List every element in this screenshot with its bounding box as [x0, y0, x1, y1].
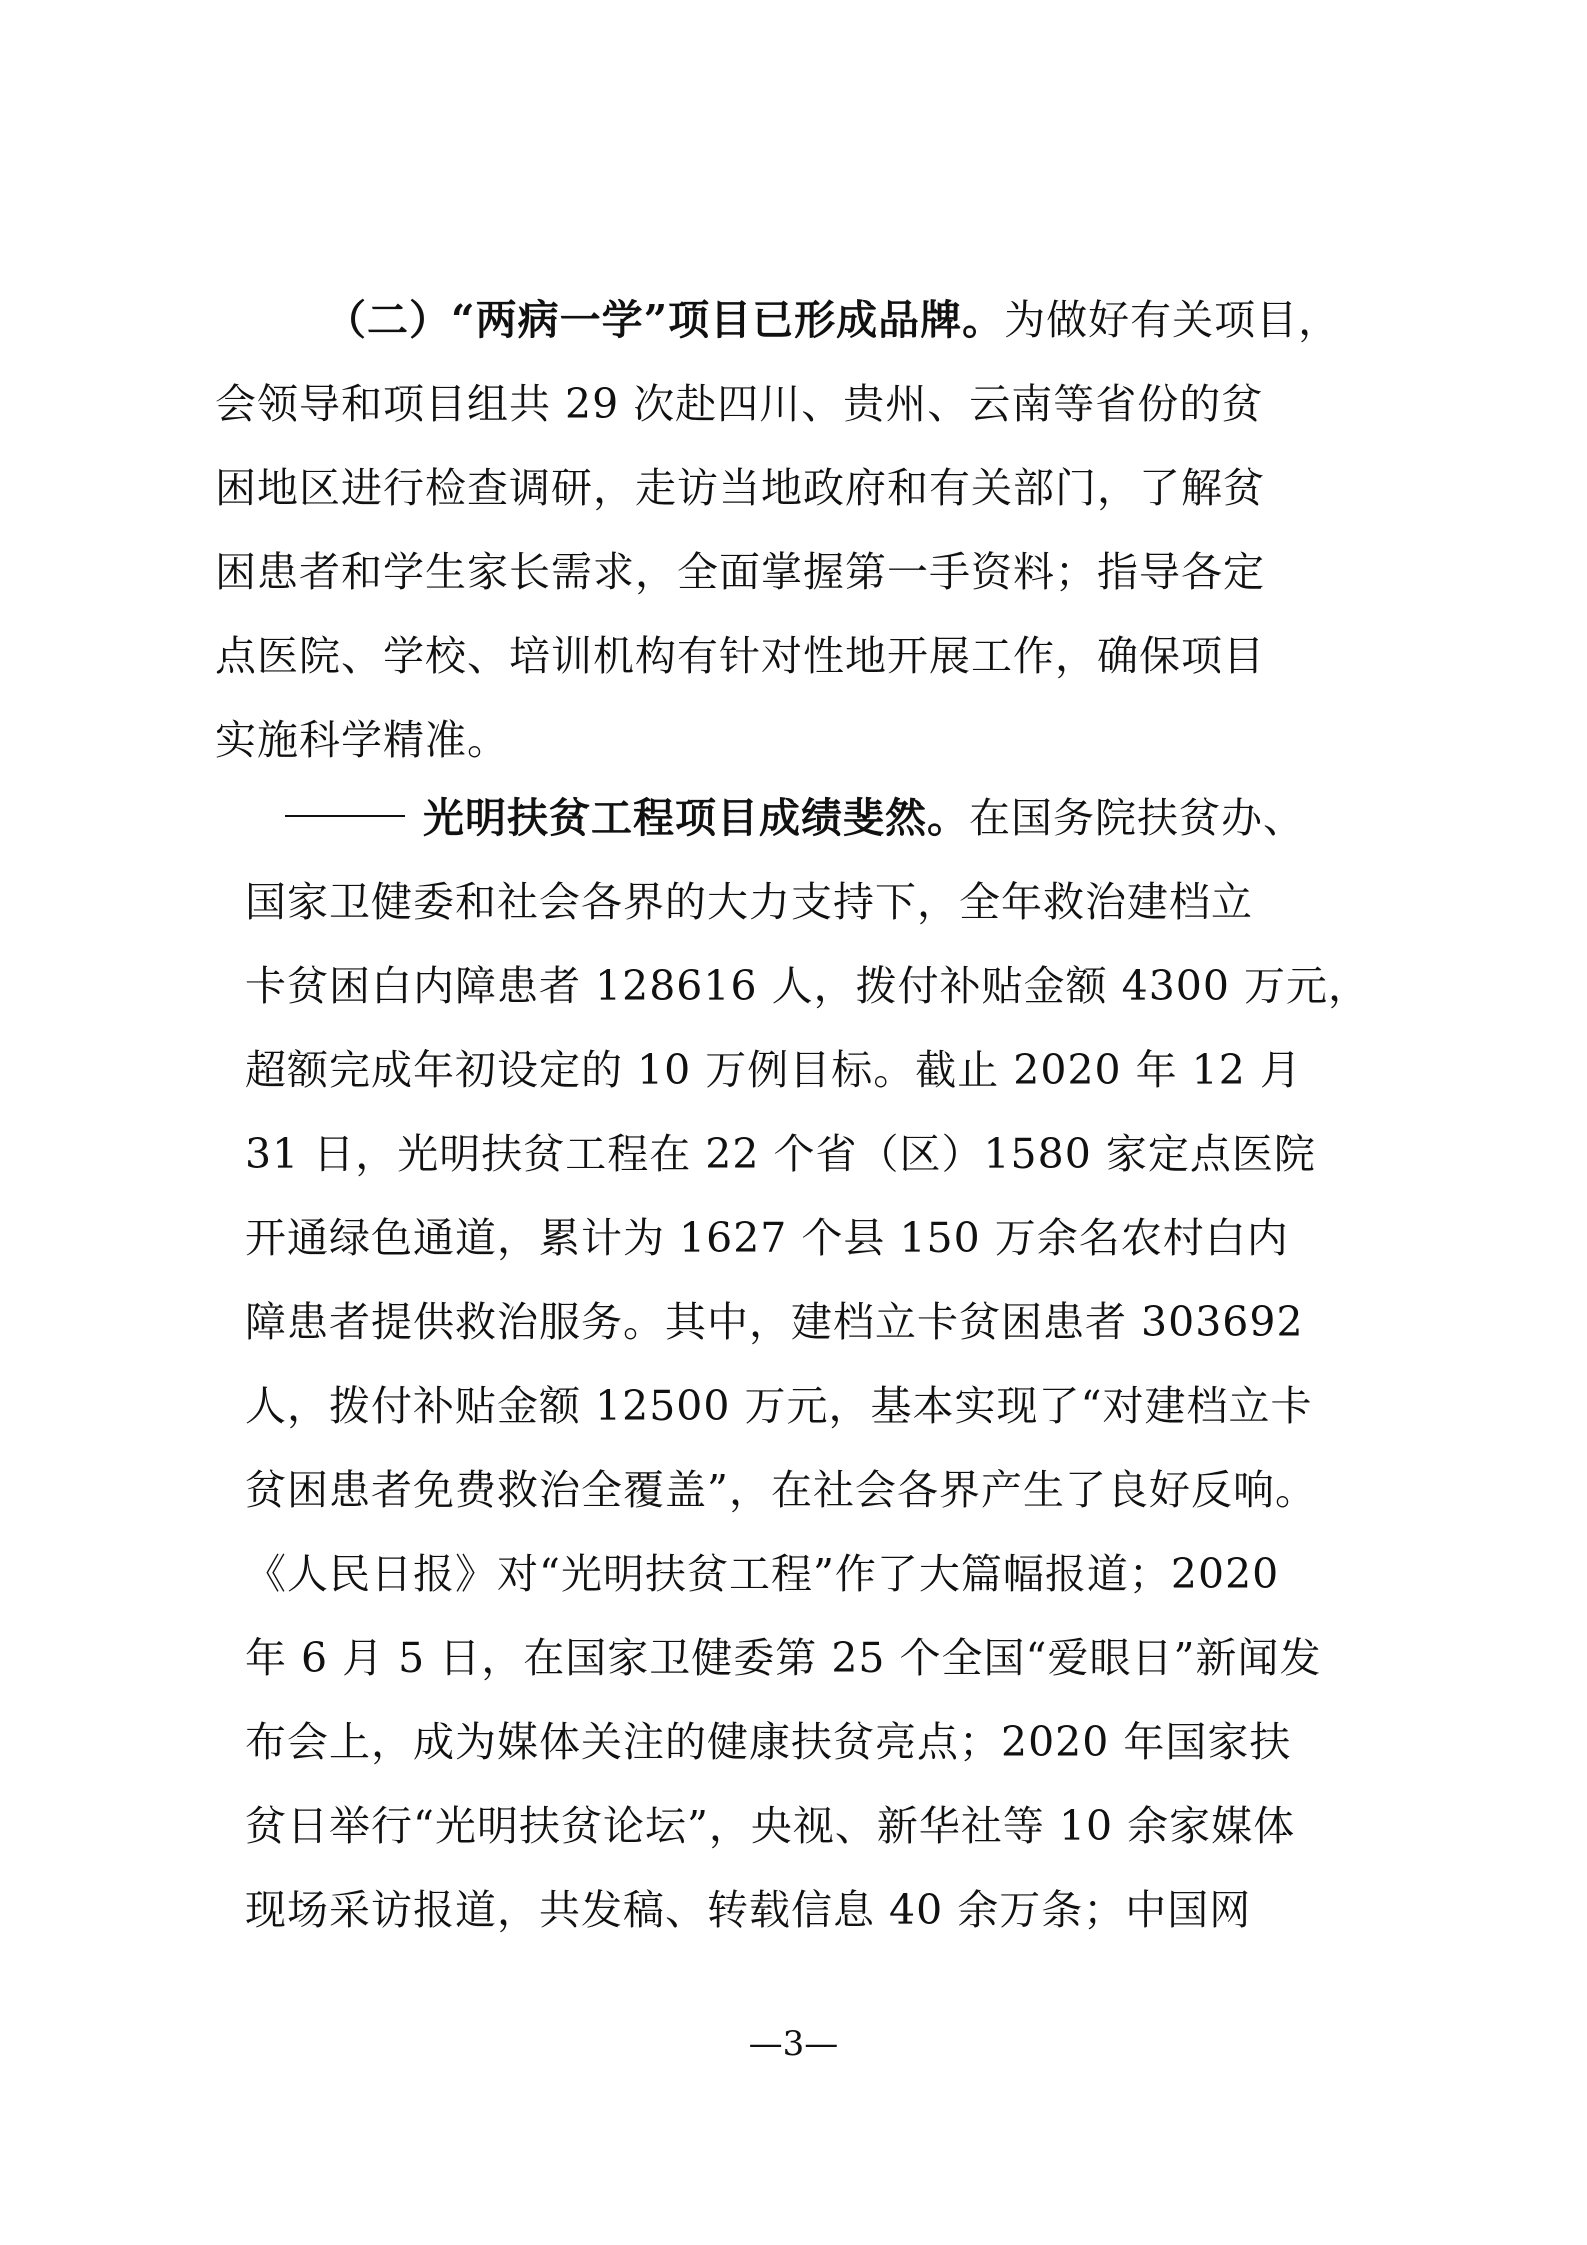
paragraph-line: 布会上，成为媒体关注的健康扶贫亮点；2020 年国家扶 — [245, 1718, 1292, 1766]
paragraph-line: 贫日举行“光明扶贫论坛”，央视、新华社等 10 余家媒体 — [245, 1802, 1296, 1850]
paragraph-line: 现场采访报道，共发稿、转载信息 40 余万条；中国网 — [245, 1886, 1252, 1934]
em-dash-rule — [285, 815, 405, 817]
paragraph-line: 困患者和学生家长需求，全面掌握第一手资料；指导各定 — [215, 548, 1265, 596]
paragraph-line: 卡贫困白内障患者 128616 人，拨付补贴金额 4300 万元， — [245, 962, 1370, 1010]
section-heading: （二）“两病一学”项目已形成品牌。 — [325, 296, 1005, 344]
paragraph-line: 年 6 月 5 日，在国家卫健委第 25 个全国“爱眼日”新闻发 — [245, 1634, 1322, 1682]
paragraph-line: 贫困患者免费救治全覆盖”，在社会各界产生了良好反响。 — [245, 1466, 1317, 1514]
paragraph-line: 人，拨付补贴金额 12500 万元，基本实现了“对建档立卡 — [245, 1382, 1313, 1430]
paragraph-line: 《人民日报》对“光明扶贫工程”作了大篇幅报道；2020 — [245, 1550, 1280, 1598]
paragraph-line: 障患者提供救治服务。其中，建档立卡贫困患者 303692 — [245, 1298, 1304, 1346]
section-heading: 光明扶贫工程项目成绩斐然。 — [423, 794, 969, 842]
paragraph-line: 开通绿色通道，累计为 1627 个县 150 万余名农村白内 — [245, 1214, 1289, 1262]
paragraph-line: （二）“两病一学”项目已形成品牌。为做好有关项目， — [325, 296, 1341, 344]
paragraph-line: 光明扶贫工程项目成绩斐然。在国务院扶贫办、 — [285, 793, 1305, 843]
page-number: —3— — [748, 2024, 839, 2064]
paragraph-line: 会领导和项目组共 29 次赴四川、贵州、云南等省份的贫 — [215, 380, 1264, 428]
paragraph-line: 困地区进行检查调研，走访当地政府和有关部门，了解贫 — [215, 464, 1265, 512]
paragraph-line: 国家卫健委和社会各界的大力支持下，全年救治建档立 — [245, 878, 1253, 926]
paragraph-line: 点医院、学校、培训机构有针对性地开展工作，确保项目 — [215, 632, 1265, 680]
paragraph-line: 31 日，光明扶贫工程在 22 个省（区）1580 家定点医院 — [245, 1130, 1316, 1178]
paragraph-line: 实施科学精准。 — [215, 716, 509, 764]
paragraph-line: 超额完成年初设定的 10 万例目标。截止 2020 年 12 月 — [245, 1046, 1302, 1094]
